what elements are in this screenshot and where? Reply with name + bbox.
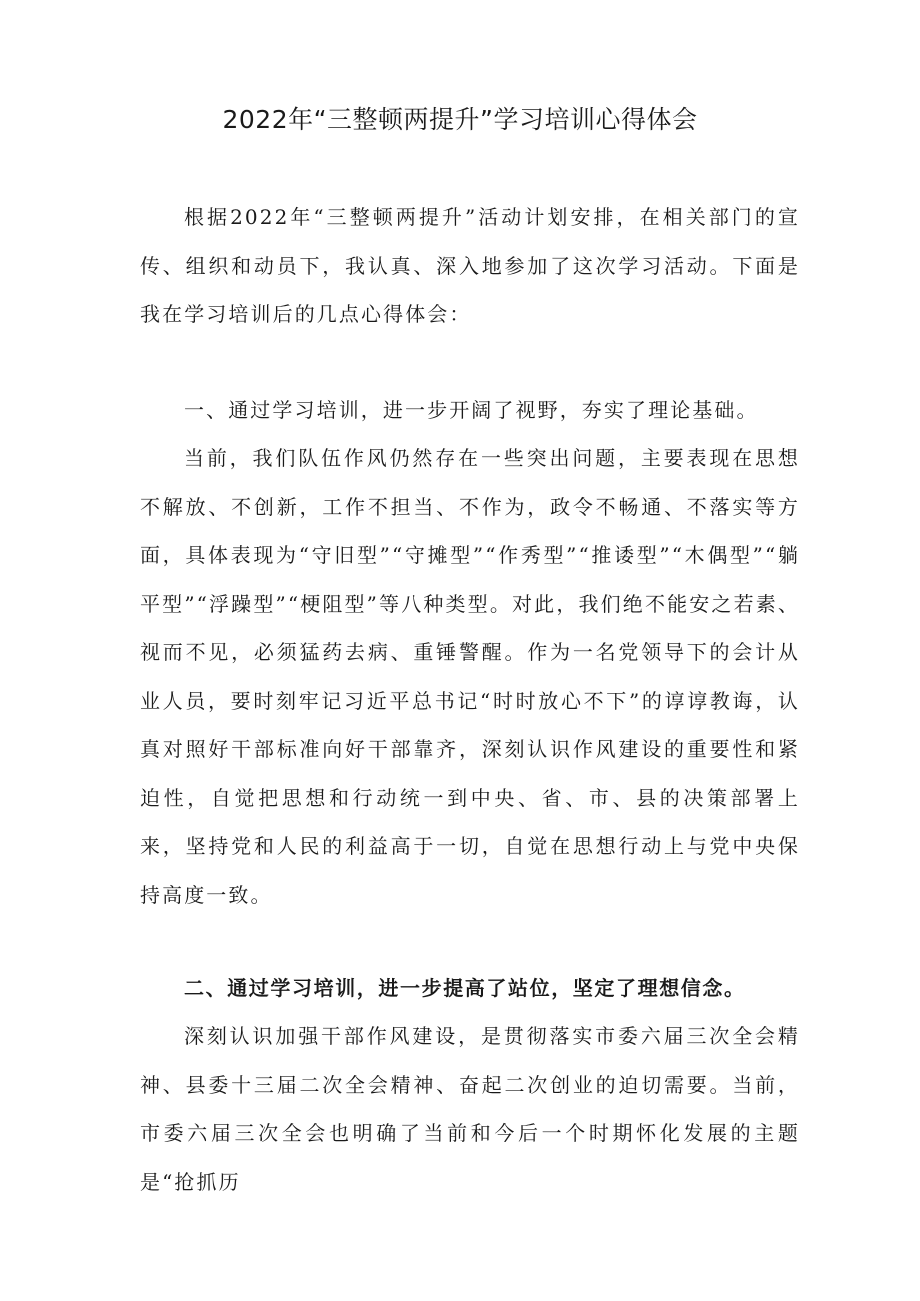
section-2-body: 深刻认识加强干部作风建设，是贯彻落实市委六届三次全会精神、县委十三届二次全会精神、奋起二次创业的迫切需要。当前，市委六届三次全会也明确了当前和今后一个时期怀化发展的主题是“抢抓历 xyxy=(140,1024,800,1194)
intro-paragraph: 根据2022年“三整顿两提升”活动计划安排，在相关部门的宣传、组织和动员下，我认真、深入地参加了这次学习活动。下面是我在学习培训后的几点心得体会： xyxy=(140,205,800,326)
document-title: 2022年“三整顿两提升”学习培训心得体会 xyxy=(222,105,698,134)
section-2-heading: 二、通过学习培训，进一步提高了站位，坚定了理想信念。 xyxy=(184,976,746,1000)
section-1-heading: 一、通过学习培训，进一步开阔了视野，夯实了理论基础。 xyxy=(184,398,759,422)
section-1-body: 当前，我们队伍作风仍然存在一些突出问题，主要表现在思想不解放、不创新，工作不担当、不作为，政令不畅通、不落实等方面，具体表现为“守旧型”“守摊型”“作秀型”“推诿型”“木偶型”“躺平型”“浮躁型”“梗阻型”等八种类型。对此，我们绝不能安之若素、视而不见，必须猛药去病、重锤警醒。作为一名党领导下的会计从业人员，要时刻牢记习近平总书记“时时放心不下”的谆谆教诲，认真对照好干部标准向好干部靠齐，深刻认识作风建设的重要性和紧迫性，自觉把思想和行动统一到中央、省、市、县的决策部署上来，坚持党和人民的利益高于一切，自觉在思想行动上与党中央保持高度一致。 xyxy=(140,446,800,907)
